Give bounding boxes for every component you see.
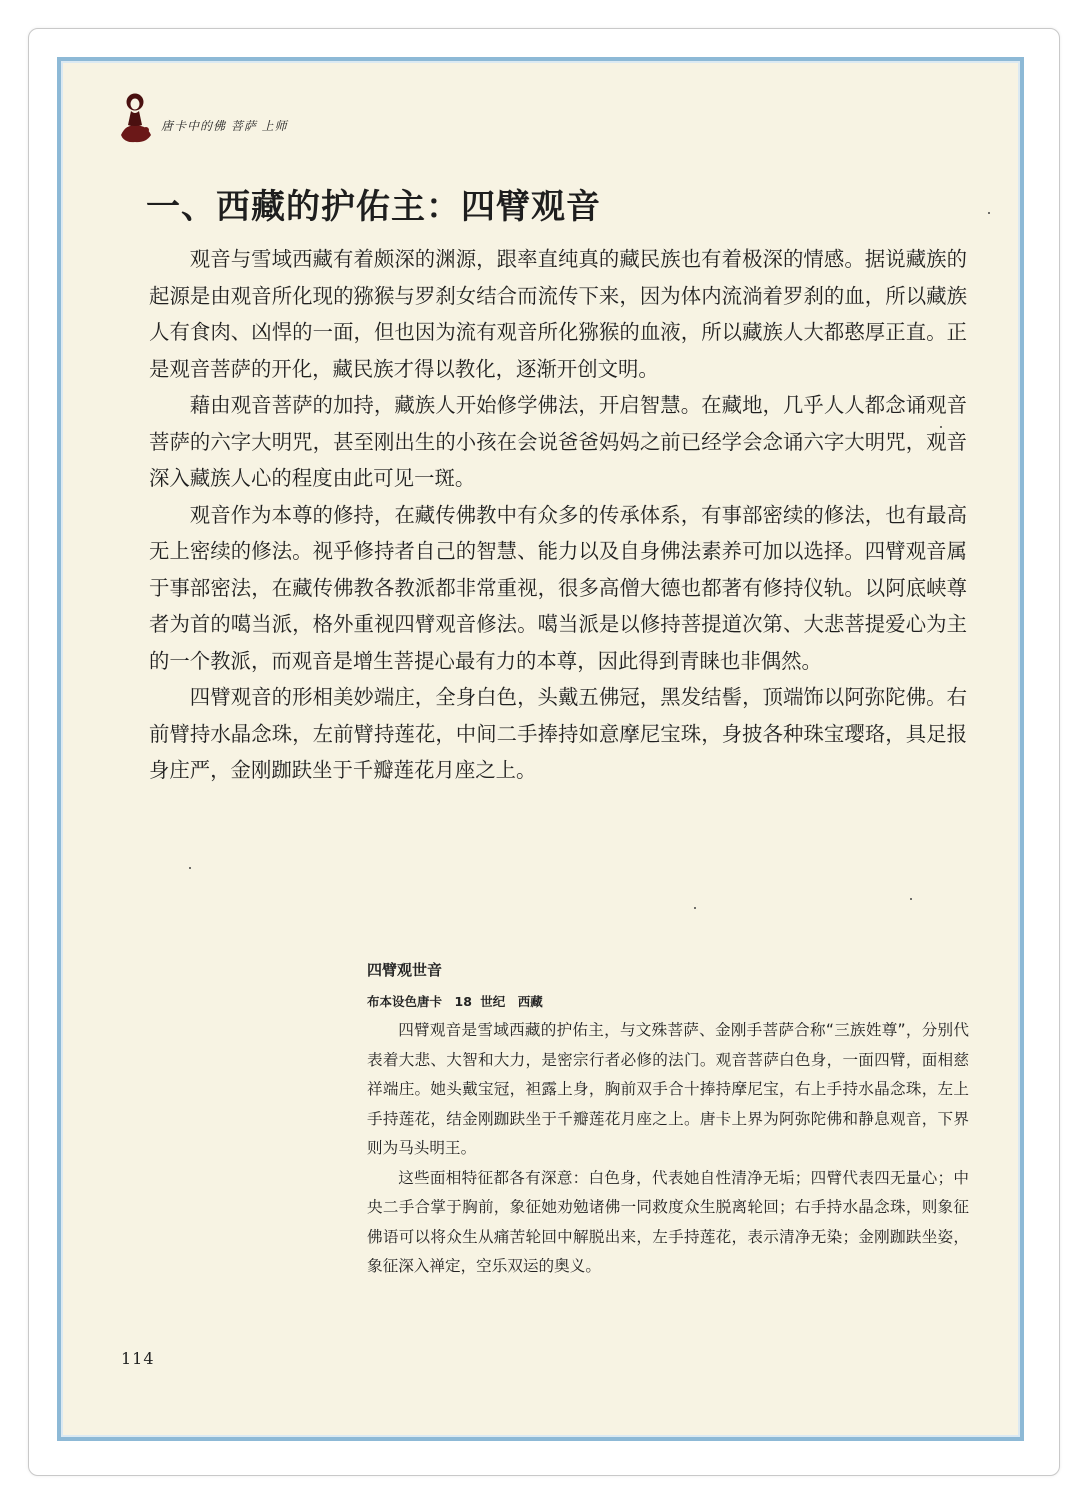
print-speck <box>694 907 696 909</box>
page-title: 一、西藏的护佑主：四臂观音 <box>146 187 601 227</box>
caption-paragraph: 这些面相特征都各有深意：白色身，代表她自性清净无垢；四臂代表四无量心；中央二手合掌于胸前，象征她劝勉诸佛一同救度众生脱离轮回；右手持水晶念珠，则象征佛语可以将众生从痛苦轮回中解脱出来，左手持莲花，表示清净无染；金刚跏趺坐姿，象征深入禅定，空乐双运的奥义。 <box>367 1168 969 1275</box>
page-number: 114 <box>121 1349 155 1368</box>
print-speck <box>940 426 942 428</box>
paragraph: 观音与雪域西藏有着颇深的渊源，跟率直纯真的藏民族也有着极深的情感。据说藏族的起源是由观音所化现的猕猴与罗刹女结合而流传下来，因为体内流淌着罗刹的血，所以藏族人有食肉、凶悍的一面，但也因为流有观音所化猕猴的血液，所以藏族人大都憨厚正直。正是观音菩萨的开化，藏民族才得以教化，逐渐开创文明。 <box>149 247 967 381</box>
caption-body <box>367 1016 969 1282</box>
image-caption <box>367 959 969 1282</box>
print-speck <box>988 212 990 214</box>
print-speck <box>189 867 191 869</box>
paragraph: 四臂观音的形相美妙端庄，全身白色，头戴五佛冠，黑发结髻，顶端饰以阿弥陀佛。右前臂持水晶念珠，左前臂持莲花，中间二手捧持如意摩尼宝珠，身披各种珠宝璎珞，具足报身庄严，金刚跏趺坐于千瓣莲花月座之上。 <box>149 685 967 782</box>
paragraph: 藉由观音菩萨的加持，藏族人开始修学佛法，开启智慧。在藏地，几乎人人都念诵观音菩萨的六字大明咒，甚至刚出生的小孩在会说爸爸妈妈之前已经学会念诵六字大明咒，观音深入藏族人心的程度由此可见一斑。 <box>149 393 967 490</box>
running-header <box>115 91 288 151</box>
paragraph: 观音作为本尊的修持，在藏传佛教中有众多的传承体系，有事部密续的修法，也有最高无上密续的修法。视乎修持者自己的智慧、能力以及自身佛法素养可加以选择。四臂观音属于事部密法，在藏传佛教各教派都非常重视，很多高僧大德也都著有修持仪轨。以阿底峡尊者为首的噶当派，格外重视四臂观音修法。噶当派是以修持菩提道次第、大悲菩提爱心为主的一个教派，而观音是增生菩提心最有力的本尊，因此得到青睐也非偶然。 <box>149 502 967 673</box>
caption-meta: 布本设色唐卡 18 世纪 西藏 <box>367 994 543 1009</box>
caption-title: 四臂观世音 <box>367 961 443 979</box>
book-page <box>57 57 1024 1441</box>
main-text <box>149 241 967 789</box>
caption-paragraph: 四臂观音是雪域西藏的护佑主，与文殊菩萨、金刚手菩萨合称“三族姓尊”，分别代表着大悲、大智和大力，是密宗行者必修的法门。观音菩萨白色身，一面四臂，面相慈祥端庄。她头戴宝冠，袒露上身，胸前双手合十捧持摩尼宝，右上手持水晶念珠，左上手持莲花，结金刚跏趺坐于千瓣莲花月座之上。唐卡上界为阿弥陀佛和静息观音，下界则为马头明王。 <box>367 1021 969 1157</box>
running-head-text: 唐卡中的佛 菩萨 上师 <box>161 118 288 133</box>
print-speck <box>910 898 912 900</box>
figure-silhouette-icon <box>115 91 157 151</box>
